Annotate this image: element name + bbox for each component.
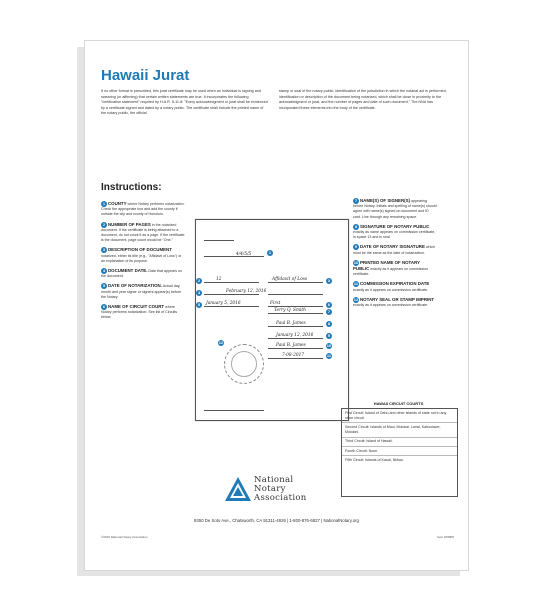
document-page — [84, 40, 469, 571]
sample-jurat-form — [195, 219, 349, 421]
form-marker-1: 1 — [268, 250, 272, 255]
instruction-item — [353, 198, 437, 220]
instruction-title: COUNTY — [108, 201, 127, 206]
step-number-badge: 7 — [354, 198, 358, 204]
item-number: Item #15805 — [437, 535, 454, 539]
instruction-title: SIGNATURE OF NOTARY PUBLIC — [360, 223, 430, 229]
page-title: Hawaii Jurat — [101, 67, 190, 84]
form-entry-expiration: 7-08-2017 — [282, 353, 305, 358]
form-marker-8: 8 — [327, 321, 331, 326]
form-marker-3: 3 — [327, 278, 331, 283]
instruction-item — [353, 260, 437, 278]
instruction-text: in the notarized document. If the certificate is being attached to a document, do not count it as a page. If the certificate is the document, page count would be "One." — [101, 222, 185, 243]
form-line — [268, 294, 323, 295]
instruction-item — [101, 222, 185, 244]
instruction-text: exactly as it appears on commission certificate. — [353, 267, 429, 277]
nna-wordmark — [254, 476, 307, 503]
instruction-text: exactly as it appears on commission certificate. — [353, 303, 429, 308]
instruction-text: notarized, either its title (e.g., "Affidavit of Loss") or an explanation of its purpose. — [101, 253, 182, 263]
instruction-title: NAME(S) OF SIGNER(S) — [360, 198, 411, 203]
form-marker-2: 2 — [197, 278, 201, 283]
nna-emblem-icon — [224, 476, 252, 502]
logo-line: Notary — [254, 484, 286, 494]
form-entry-notarization-date: January 5, 2016 — [206, 301, 241, 306]
circuit-row: First Circuit: Island of Oahu and other islands of state not in any other circuit. — [342, 409, 457, 423]
form-line — [204, 256, 264, 257]
step-number-badge: 3 — [102, 247, 106, 253]
form-line — [204, 294, 259, 295]
instructions-right-column — [353, 198, 437, 312]
form-marker-4: 4 — [197, 290, 201, 295]
instruction-item — [101, 268, 185, 279]
circuit-row: Third Circuit: Island of Hawaii. — [342, 438, 457, 447]
instruction-title: COMMISSION EXPIRATION DATE — [360, 281, 430, 287]
step-number-badge: 4 — [102, 268, 106, 274]
step-number-badge: 5 — [102, 283, 106, 289]
intro-paragraph-left: If no other format is prescribed, this jurat certificate may be used when an individual is signing and swearing (or affirming) that certain written statements are true. It incorporates the following "certification statement" required by H.A.R. 5-11-8: "Every acknowledgment or jurat shall be evidenced by a certificate signed and dated by a notary public. The certificate shall include the printed name of the notary public, the official — [101, 89, 268, 116]
instruction-item — [353, 224, 437, 241]
circuit-courts-heading: HAWAII CIRCUIT COURTS — [373, 401, 424, 406]
instruction-text: Date that appears on the document. — [101, 269, 183, 279]
step-number-badge: 11 — [353, 281, 359, 287]
instruction-title: NUMBER OF PAGES — [108, 221, 151, 227]
instruction-text: where Notary performs notarization. Check the appropriate box and add the county if outside the city and county of Honolulu. — [101, 202, 185, 217]
instruction-text: exactly as name appears on commission certificate, in space 13 and in seal. — [353, 230, 436, 240]
form-line — [268, 348, 323, 349]
instruction-item — [353, 244, 437, 255]
form-line — [204, 282, 259, 283]
instruction-title: NOTARY SEAL OR STAMP IMPRINT — [360, 296, 435, 302]
circuit-courts-table — [341, 408, 458, 497]
instructions-heading: Instructions: — [101, 182, 162, 193]
instruction-title: DOCUMENT DATE. — [108, 268, 148, 274]
circuit-row: Second Circuit: Islands of Maui, Molokai, Lanai, Kahoolawe, Molokini. — [342, 423, 457, 437]
form-line — [268, 306, 323, 307]
step-number-badge: 9 — [354, 244, 358, 250]
form-entry-county: 4/4/5/5 — [236, 252, 252, 257]
form-entry-signature-date: January 12, 2016 — [276, 333, 314, 338]
form-entry-circuit: First — [270, 301, 281, 306]
instruction-item — [101, 304, 185, 321]
form-marker-6: 6 — [327, 302, 331, 307]
form-line — [268, 282, 323, 283]
form-entry-printed-name: Paul B. James — [276, 343, 306, 348]
form-marker-9: 9 — [327, 333, 331, 338]
intro-paragraph-right: stamp or seal of the notary public, identification of the jurisdiction in which the notarial act is performed, identification or description of the document being notarized, which shall be close in proximity to the acknowledgment or jurat, and the number of pages and date of such document." The NNA has incorporated these elements into the body of the certificate. — [279, 89, 447, 110]
form-entry-document-date: February 12, 2016 — [226, 289, 267, 294]
form-line — [268, 313, 323, 314]
step-number-badge: 10 — [353, 259, 359, 265]
instruction-item — [101, 201, 185, 218]
form-entry-description: Affidavit of Loss — [272, 277, 308, 282]
form-marker-10: 10 — [326, 343, 332, 348]
logo-line: National — [254, 475, 294, 485]
notary-seal-imprint — [224, 344, 264, 384]
form-line — [204, 240, 234, 241]
instruction-title: DATE OF NOTARY SIGNATURE — [360, 244, 425, 250]
instruction-text: exactly as it appears on commission certificate. — [353, 287, 429, 292]
instruction-item — [353, 297, 437, 308]
instruction-text: where Notary performs notarization. See list of Circuits below. — [101, 305, 178, 320]
instruction-title: DATE OF NOTARIZATION. — [108, 283, 162, 289]
instruction-text: which must be the same as the date of notarization. — [353, 245, 436, 255]
form-line — [268, 326, 323, 327]
step-number-badge: 6 — [102, 304, 106, 310]
circuit-row: Fifth Circuit: Islands of Kauai, Niihau. — [345, 457, 404, 462]
nna-logo — [224, 472, 350, 516]
contact-line: 9350 De Soto Ave., Chatsworth, CA 91311-4926 | 1-800-876-6827 | NationalNotary.org — [194, 518, 359, 523]
step-number-badge: 2 — [102, 221, 106, 227]
form-marker-7: 7 — [327, 309, 331, 314]
circuit-row: Fourth Circuit: None. — [342, 447, 457, 456]
form-entry-notary-signature: Paul B. James — [276, 321, 306, 326]
instruction-title: DESCRIPTION OF DOCUMENT — [108, 247, 172, 253]
instruction-text: Actual day, month and year signer or signers appear(s) before the Notary. — [101, 284, 182, 299]
logo-line: Association — [254, 493, 307, 503]
form-marker-5: 5 — [197, 302, 201, 307]
form-line — [268, 338, 323, 339]
form-marker-11: 11 — [326, 353, 332, 358]
form-entry-signer-name: Terry Q. Smith — [274, 308, 306, 313]
instruction-item — [101, 247, 185, 264]
form-marker-12: 12 — [218, 340, 224, 345]
step-number-badge: 8 — [354, 223, 358, 229]
instruction-text: appearing before Notary. Initials and spelling of name(s) should agree with name(s) signed on document and ID card. Line through any remaining space. — [353, 199, 437, 219]
form-entry-pages: 12 — [216, 277, 222, 282]
instructions-left-column — [101, 201, 185, 325]
form-line — [204, 306, 259, 307]
step-number-badge: 1 — [102, 201, 106, 207]
instruction-title: PRINTED NAME OF NOTARY PUBLIC — [353, 259, 420, 272]
step-number-badge: 12 — [353, 296, 359, 302]
instruction-title: NAME OF CIRCUIT COURT — [108, 304, 165, 310]
instruction-item — [101, 283, 185, 300]
form-line — [204, 410, 264, 411]
copyright: ©2016 National Notary Association — [101, 535, 148, 539]
form-line — [268, 358, 323, 359]
instruction-item — [353, 281, 437, 292]
